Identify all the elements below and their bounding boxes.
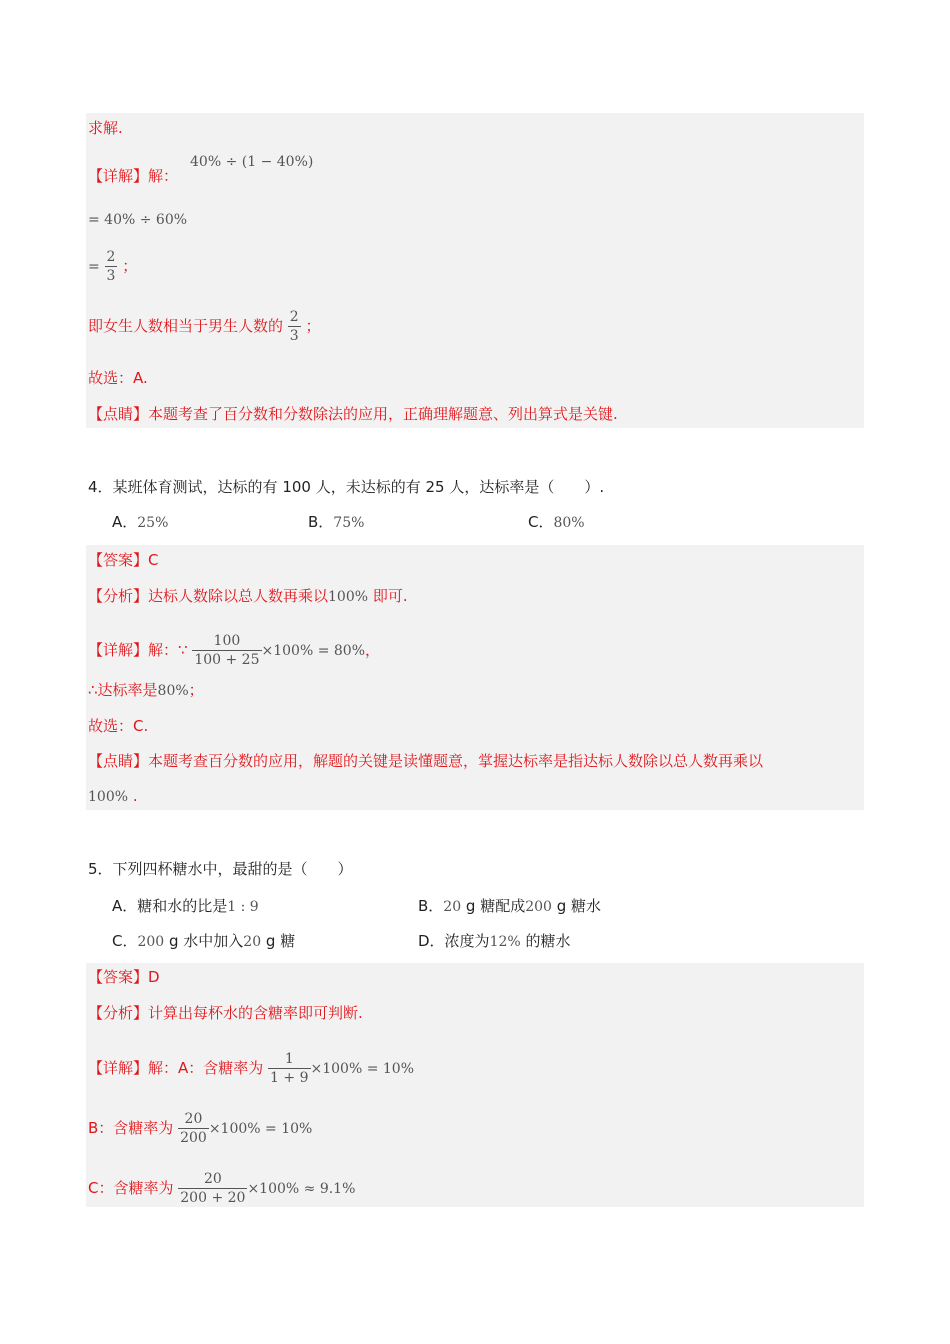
q4-option-b: B．75% xyxy=(308,513,365,531)
q4-option-a: A．25% xyxy=(112,513,169,531)
q3-detail-label: 【详解】解： xyxy=(88,167,179,185)
q3-conclusion: 即女生人数相当于男生人数的 $\frac{2}{3}$ ； xyxy=(88,309,321,344)
q3-detail-expr: 40% ÷ (1 − 40%) xyxy=(190,154,314,170)
q3-step1: = 40% ÷ 60% xyxy=(88,212,188,228)
q5-stem: 5．下列四杯糖水中，最甜的是（ ） xyxy=(88,860,353,878)
q5-detail-a: 【详解】解：A：含糖率为 $\frac{1}{1 + 9}$ ×100% = 10% xyxy=(88,1051,415,1086)
q5-option-d: D．浓度为12% 的糖水 xyxy=(418,932,571,950)
q4-analysis: 【分析】达标人数除以总人数再乘以100% 即可. xyxy=(88,587,408,605)
q5-answer: 【答案】D xyxy=(88,968,160,986)
q5-detail-b: B：含糖率为 $\frac{20}{200}$ ×100% = 10% xyxy=(88,1111,313,1146)
q4-answer: 【答案】C xyxy=(88,551,159,569)
q4-choice: 故选：C. xyxy=(88,717,149,735)
q5-detail-c: C：含糖率为 $\frac{20}{200 + 20}$ ×100% ≈ 9.1% xyxy=(88,1171,356,1206)
q5-detail-c-fraction: $\frac{20}{200 + 20}$ xyxy=(180,1171,246,1206)
q4-option-c: C．80% xyxy=(528,513,585,531)
q5-analysis: 【分析】计算出每杯水的含糖率即可判断. xyxy=(88,1004,363,1022)
q3-dianjing: 【点睛】本题考查了百分数和分数除法的应用，正确理解题意、列出算式是关键. xyxy=(88,405,618,423)
q3-step2: = $\frac{2}{3}$ ； xyxy=(88,249,138,284)
q4-therefore: ∴达标率是80%； xyxy=(88,681,204,699)
q3-conclusion-fraction: $\frac{2}{3}$ xyxy=(289,309,299,344)
q5-detail-b-fraction: $\frac{20}{200}$ xyxy=(180,1111,207,1146)
q4-detail: 【详解】解：∵ $\frac{100}{100 + 25}$ ×100% = 80%， xyxy=(88,633,381,668)
q3-step2-fraction: $\frac{2}{3}$ xyxy=(106,249,116,284)
q5-option-b: B．20 g 糖配成200 g 糖水 xyxy=(418,897,602,915)
q3-choice: 故选：A. xyxy=(88,369,148,387)
q5-detail-a-fraction: $\frac{1}{1 + 9}$ xyxy=(270,1051,309,1086)
q5-option-c: C．200 g 水中加入20 g 糖 xyxy=(112,932,296,950)
q4-stem: 4．某班体育测试，达标的有 100 人，未达标的有 25 人，达标率是（ ）. xyxy=(88,478,605,496)
q4-detail-fraction: $\frac{100}{100 + 25}$ xyxy=(194,633,260,668)
q3-qiujie: 求解. xyxy=(88,119,123,137)
q4-dianjing-cont: 100% . xyxy=(88,787,138,805)
q5-option-a: A．糖和水的比是1 : 9 xyxy=(112,897,259,915)
q4-dianjing: 【点睛】本题考查百分数的应用，解题的关键是读懂题意，掌握达标率是指达标人数除以总人数再乘以 xyxy=(88,752,764,770)
